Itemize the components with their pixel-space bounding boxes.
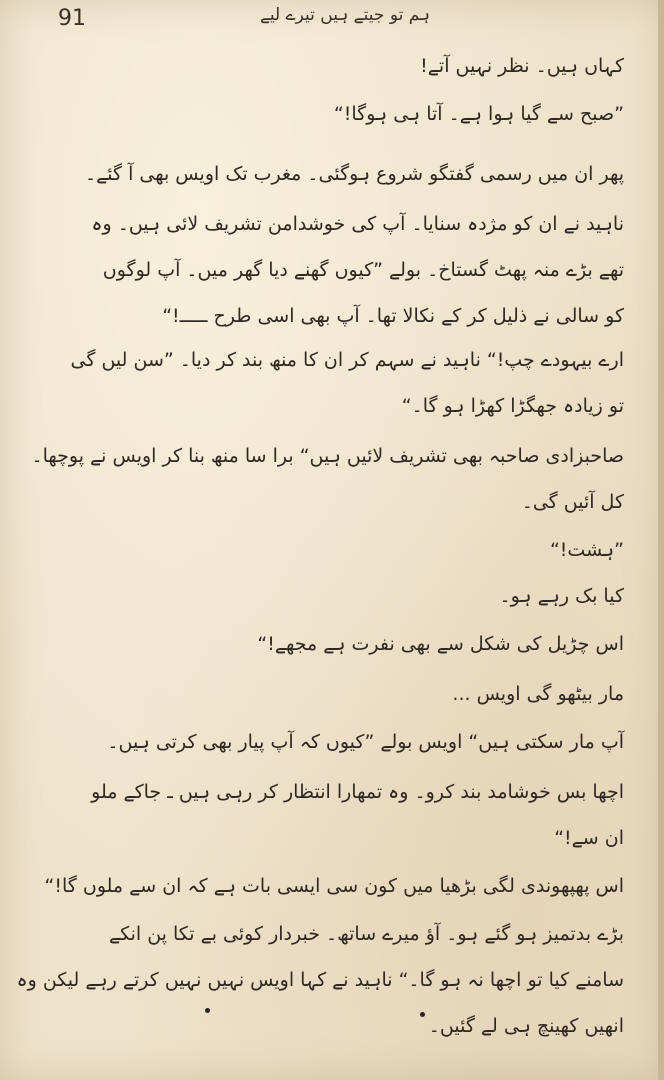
ink-dot — [420, 1012, 425, 1017]
text-line: بڑے بدتمیز ہو گئے ہو۔ آؤ میرے ساتھ۔ خبردار کوئی بے تکا پن انکے — [108, 923, 624, 945]
text-line: کہاں ہیں۔ نظر نہیں آتے! — [420, 55, 624, 77]
text-line: سامنے کیا تو اچھا نہ ہو گا۔“ ناہید نے کہا اویس نہیں نہیں کرتے رہے لیکن وہ — [16, 969, 624, 991]
page-number: 91 — [58, 6, 86, 31]
text-line: تھے بڑے منہ پھٹ گستاخ۔ بولے ”کیوں گھنے دیا گھر میں۔ آپ لوگوں — [102, 259, 624, 281]
text-line: کیا بک رہے ہو۔ — [499, 585, 624, 607]
text-line: پھر ان میں رسمی گفتگو شروع ہوگئی۔ مغرب تک اویس بھی آ گئے۔ — [84, 163, 624, 185]
text-line: ارے بیہودے چپ!“ ناہید نے سہم کر ان کا منھ بند کر دیا۔ ”سن لیں گی — [70, 349, 624, 371]
text-line: آپ مار سکتی ہیں“ اویس بولے ”کیوں کہ آپ پیار بھی کرتی ہیں۔ — [107, 731, 624, 753]
running-title: ہم تو جیتے ہیں تیرے لیے — [259, 5, 431, 25]
text-line: کو سالی نے ذلیل کر کے نکالا تھا۔ آپ بھی اسی طرح ـــــ!“ — [162, 305, 624, 327]
text-line: ”صبح سے گیا ہوا ہے۔ آتا ہی ہوگا!“ — [333, 103, 624, 125]
ink-dot — [205, 1008, 210, 1013]
text-line: ”ہشت!“ — [549, 539, 624, 561]
text-line: اچھا بس خوشامد بند کرو۔ وہ تمھارا انتظار کر رہی ہیں ـ جاکے ملو — [91, 781, 624, 803]
text-line: ناہید نے ان کو مژدہ سنایا۔ آپ کی خوشدامن تشریف لائی ہیں۔ وہ — [91, 213, 624, 235]
text-line: مار بیٹھو گی اویس ... — [452, 683, 624, 705]
page-edge — [658, 0, 664, 1080]
text-line: اس پھپھوندی لگی بڑھیا میں کون سی ایسی بات ہے کہ ان سے ملوں گا!“ — [44, 875, 624, 897]
text-line: اس چڑیل کی شکل سے بھی نفرت ہے مجھے!“ — [257, 633, 624, 655]
text-line: انھیں کھینچ ہی لے گئیں۔ — [428, 1015, 624, 1037]
text-line: تو زیادہ جھگڑا کھڑا ہو گا۔“ — [401, 395, 624, 417]
text-line: صاحبزادی صاحبہ بھی تشریف لائیں ہیں“ برا سا منھ بنا کر اویس نے پوچھا۔ — [31, 445, 624, 467]
text-line: ان سے!“ — [554, 827, 624, 849]
text-line: کل آئیں گی۔ — [521, 491, 624, 513]
